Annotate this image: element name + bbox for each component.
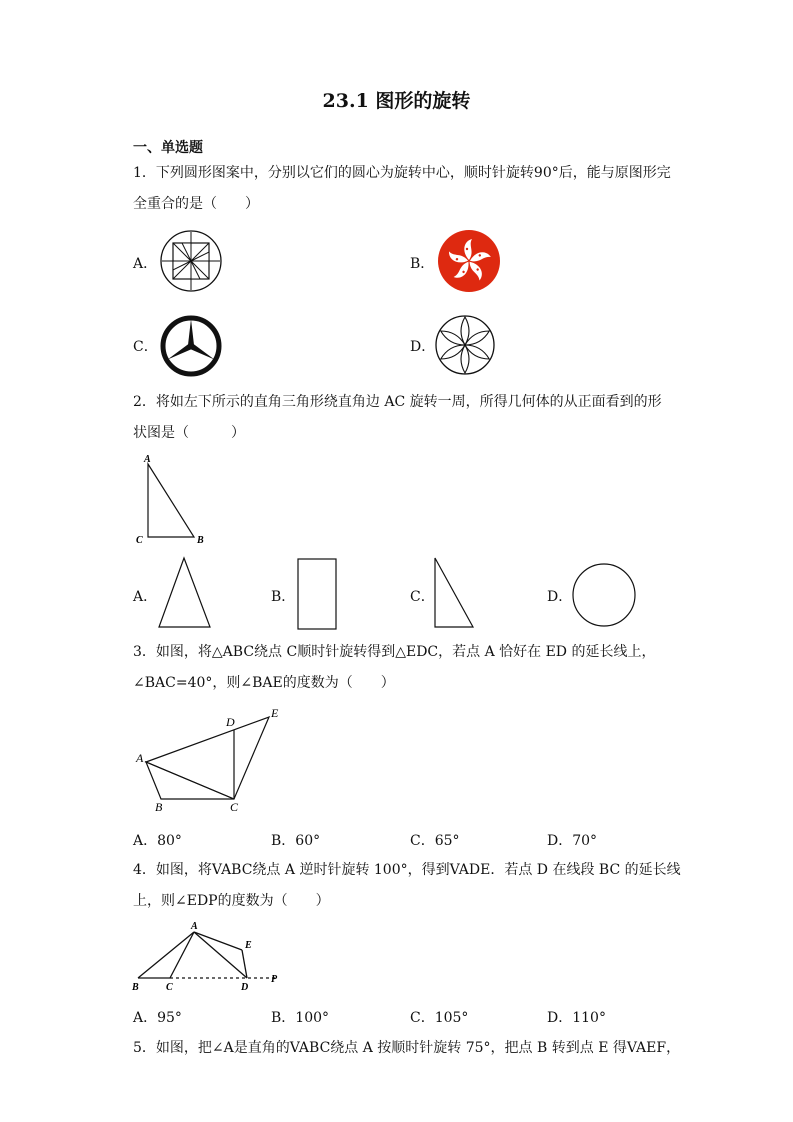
q3-label-a: A (136, 751, 144, 765)
q4-label-b: B (132, 982, 139, 993)
page-title: 23.1 图形的旋转 (322, 90, 471, 112)
q1-option-a-label: A． (133, 256, 158, 272)
q4-line2: 上，则∠EDP的度数为（ ） (133, 893, 330, 909)
q2-option-c-label: C． (410, 589, 435, 605)
q4-label-a: A (191, 921, 198, 932)
q1-option-d-label: D． (410, 339, 436, 355)
q3-label-e: E (271, 706, 279, 720)
q2-option-b-label: B． (271, 589, 296, 605)
q4-label-c: C (166, 982, 173, 993)
q2-option-d-label: D． (547, 589, 573, 605)
q2-label-a: A (144, 454, 151, 465)
q4-rotation-figure (130, 918, 290, 996)
q3-label-d: D (226, 715, 235, 729)
q1-option-b-label: B． (410, 256, 435, 272)
q3-option-d: D．70° (547, 833, 598, 849)
q2-line2: 状图是（ ） (133, 425, 245, 441)
q3-option-a: A．80° (133, 833, 182, 849)
q1-three-point-star-figure (159, 314, 223, 378)
q1-six-petal-flower-figure (434, 314, 496, 376)
q2-circle-shape (571, 562, 637, 628)
q4-option-a: A．95° (133, 1010, 182, 1026)
section-heading: 一、单选题 (133, 140, 203, 156)
q2-label-c: C (136, 535, 143, 546)
q1-bauhinia-figure (437, 229, 501, 293)
q1-line2: 全重合的是（ ） (133, 196, 259, 212)
q4-option-b: B．100° (271, 1010, 330, 1026)
q4-label-d: D (241, 982, 249, 993)
q4-option-c: C．105° (410, 1010, 469, 1026)
q1-line1: 1．下列圆形图案中，分别以它们的圆心为旋转中心，顺时针旋转90°后，能与原图形完 (133, 165, 671, 181)
q1-option-c-label: C． (133, 339, 158, 355)
q4-line1: 4．如图，将VABC绕点 A 逆时针旋转 100°，得到VADE．若点 D 在线段 BC 的延长线 (133, 862, 681, 878)
q3-label-c: C (230, 800, 239, 814)
q4-label-p: P (271, 974, 278, 985)
q4-option-d: D．110° (547, 1010, 606, 1026)
q3-label-b: B (155, 800, 163, 814)
q2-rectangle-shape (297, 557, 339, 631)
q3-option-c: C．65° (410, 833, 460, 849)
q2-right-triangle-figure (130, 450, 220, 550)
q2-option-a-label: A． (133, 589, 158, 605)
q4-label-e: E (245, 940, 252, 951)
q5-line1: 5．如图，把∠A是直角的VABC绕点 A 按顺时针旋转 75°，把点 B 转到点 E 得VAEF， (133, 1040, 681, 1056)
q3-option-b: B．60° (271, 833, 321, 849)
q2-line1: 2．将如左下所示的直角三角形绕直角边 AC 旋转一周，所得几何体的从正面看到的形 (133, 394, 662, 410)
q2-label-b: B (197, 535, 204, 546)
q3-rotation-figure (133, 703, 293, 818)
q1-pinwheel-figure (160, 230, 222, 292)
q2-isosceles-triangle-shape (155, 555, 215, 631)
q3-line1: 3．如图，将△ABC绕点 C顺时针旋转得到△EDC，若点 A 恰好在 ED 的延长线上， (133, 644, 656, 660)
q3-line2: ∠BAC=40°，则∠BAE的度数为（ ） (133, 675, 395, 691)
q2-right-triangle-shape (431, 555, 477, 631)
